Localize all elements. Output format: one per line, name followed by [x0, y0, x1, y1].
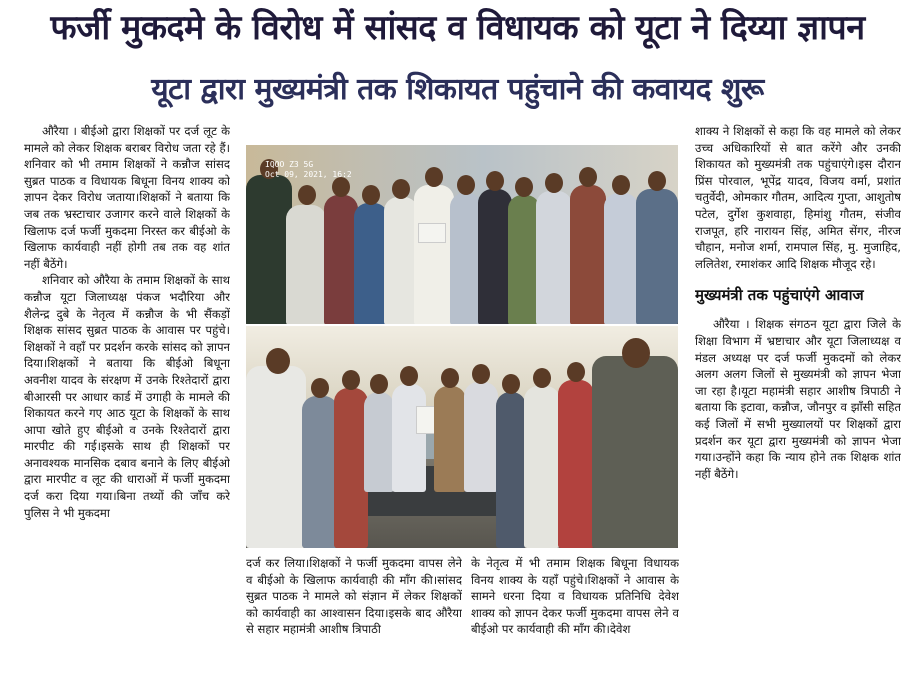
photo-figure — [364, 392, 394, 492]
photo-head — [533, 368, 551, 388]
camera-stamp-line: IQOO Z3 5G — [265, 160, 314, 169]
news-photo-memorandum-mla — [246, 326, 678, 548]
photo-head — [400, 366, 418, 386]
photo-head — [266, 348, 290, 374]
article-paragraph: के नेतृत्व में भी तमाम शिक्षक बिधूना विधायक विनय शाक्य के यहाँ पहुंचे।शिक्षकों ने आवास के सामने धरना दिया व विधायक प्रतिनिधि देवेश शाक्य को ज्ञापन देकर फर्जी मुकदमा वापस लेने व बीईओ पर कार्यवाही की माँग की।देवेश — [471, 556, 679, 637]
headline: फर्जी मुकदमे के विरोध में सांसद व विधायक को यूटा ने दिय्या ज्ञापन — [50, 8, 865, 48]
photo-head — [370, 374, 388, 394]
photo-figure — [384, 197, 418, 324]
photo-figure — [354, 203, 388, 324]
article-column-2 — [246, 555, 462, 671]
photo-head — [545, 173, 563, 193]
photo-head — [342, 370, 360, 390]
photo-figure — [524, 386, 560, 548]
photo-head — [472, 364, 490, 384]
photo-figure — [392, 384, 426, 492]
photo-figure — [302, 396, 338, 548]
article-paragraph: दर्ज कर लिया।शिक्षकों ने फर्जी मुकदमा वापस लेने व बीईओ के खिलाफ कार्यवाही की माँग की।सांसद सुब्रत पाठक ने मामले को संज्ञान में लेकर शिक्षकों को कार्यवाही का आश्वासन दिया।इसके बाद औरैया से सहार महामंत्री आशीष त्रिपाठी — [246, 556, 462, 637]
article-column-3 — [471, 555, 679, 671]
photo-head — [567, 362, 585, 382]
photo-figure — [536, 191, 572, 324]
article-paragraph: शाक्य ने शिक्षकों से कहा कि वह मामले को लेकर उच्च अधिकारियों से बात करेंगे और उनकी शिकायत को मुख्यमंत्री तक पहुंचाएंगे।इस दौरान प्रिंस पोरवाल, भूपेंद्र यादव, विजय वर्मा, प्रशांत चतुर्वेदी, ओमकार गौतम, आदित्य गुप्ता, आशुतोष पटेल, दुर्गेश कुशवाहा, हिमांशु गौतम, संजीव राजपूत, हरि नारायन सिंह, अमित सेंगर, नीरज चौहान, मनोज शर्मा, रामपाल सिंह, मु. मुजाहिद, ललितेश, रमाशंकर आदि शिक्षक मौजूद रहे। — [695, 124, 901, 271]
article-paragraph: शनिवार को औरैया के तमाम शिक्षकों के साथ कन्नौज यूटा जिलाध्यक्ष पंकज भदौरिया और शैलेन्द्र दुबे के नेतृत्व में कन्नौज के भी सैंकड़ों शिक्षक सांसद सुब्रत पाठक के आवास पर पहुंचे।शिक्षकों ने वहाँ पर प्रदर्शन करके सांसद को ज्ञापन दिया।शिक्षकों ने बताया कि बीईओ बिधूना अवनीश यादव के संरक्षण में उनके रिश्तेदारों द्वारा बीआरसी पर आधार कार्ड में उगाही के मामले की शिकायत करने गए आठ यूटा के शिक्षकों के साथ आपा खोते हुए बीईओ व उनके रिश्तेदारों द्वारा मारपीट की गई।इसके साथ ही शिक्षकों पर अनावश्यक मानसिक दबाव बनाने के लिए बीईओ द्वारा मारपीट व लूट की धाराओं में फर्जी मुकदमा दर्ज करा दिया गया।बिना तथ्यों की जाँच करे पुलिस ने भी मुकदमा — [24, 273, 230, 520]
photo-head — [332, 177, 350, 197]
photo-figure — [592, 356, 678, 548]
photo-figure — [496, 392, 526, 548]
photo-head — [648, 171, 666, 191]
subheadline: यूटा द्वारा मुख्यमंत्री तक शिकायत पहुंचाने की कवायद शुरू — [151, 72, 764, 107]
camera-stamp — [265, 160, 352, 180]
photo-head — [425, 167, 443, 187]
photo-head — [362, 185, 380, 205]
photo-figure — [414, 185, 454, 324]
memorandum-paper — [418, 223, 446, 243]
photo-head — [612, 175, 630, 195]
photo-head — [579, 167, 597, 187]
article-paragraph: औरैया । शिक्षक संगठन यूटा द्वारा जिले के शिक्षा विभाग में भ्रष्टाचार और यूटा जिलाध्यक्ष व मंडल अध्यक्ष पर दर्ज फर्जी मुकदमों को लेकर अलग अलग जिलों से मुख्यमंत्री को ज्ञापन भेजा जा रहा है।यूटा महामंत्री सहार आशीष त्रिपाठी ने बताया कि इटावा, कन्नौज, जौनपुर व झाँसी सहित कई जिलों में सभी मुख्यालयों पर शिक्षकों द्वारा प्रदर्शन कर यूटा द्वारा मुख्यमंत्री को ज्ञापन भेजा गया।उन्होंने कहा कि न्याय होने तक शिक्षक शांत नहीं बैठेंगे। — [695, 317, 901, 481]
photo-figure — [604, 193, 638, 324]
article-column-1 — [24, 123, 230, 671]
photo-figure — [246, 366, 306, 548]
photo-head — [457, 175, 475, 195]
section-subheading: मुख्यमंत्री तक पहुंचाएंगे आवाज — [695, 286, 864, 305]
photo-figure — [558, 380, 594, 548]
photo-figure — [636, 189, 678, 324]
photo-head — [486, 171, 504, 191]
photo-head — [441, 368, 459, 388]
camera-stamp-line: Oct 09, 2021, 16:2 — [265, 170, 352, 179]
article-column-4 — [695, 123, 901, 671]
photo-head — [311, 378, 329, 398]
photo-figure — [434, 386, 466, 492]
photo-head — [298, 185, 316, 205]
photo-figure — [286, 205, 326, 324]
photo-figure — [324, 195, 358, 324]
photo-figure — [464, 382, 498, 492]
photo-figure — [478, 189, 512, 324]
photo-head — [622, 338, 650, 368]
photo-head — [515, 177, 533, 197]
article-paragraph: औरैया । बीईओ द्वारा शिक्षकों पर दर्ज लूट के मामले को लेकर शिक्षक बराबर विरोध जता रहे हैं।शनिवार को भी तमाम शिक्षकों ने कन्नौज सांसद सुब्रत पाठक व विधायक बिधूना विनय शाक्य को ज्ञापन देकर विरोध जताया।शिक्षकों ने बताया कि जब तक भ्रस्टाचार उजागर करने वाले शिक्षकों के खिलाफ दर्ज फर्जी मुकदमा निरस्त कर बीईओ के खिलाफ कार्यवाही नहीं होगी तब तक वह शांत नहीं बैठेंगे। — [24, 124, 230, 271]
photo-figure — [570, 185, 606, 324]
photo-head — [392, 179, 410, 199]
photo-head — [502, 374, 520, 394]
photo-figure — [334, 388, 368, 548]
